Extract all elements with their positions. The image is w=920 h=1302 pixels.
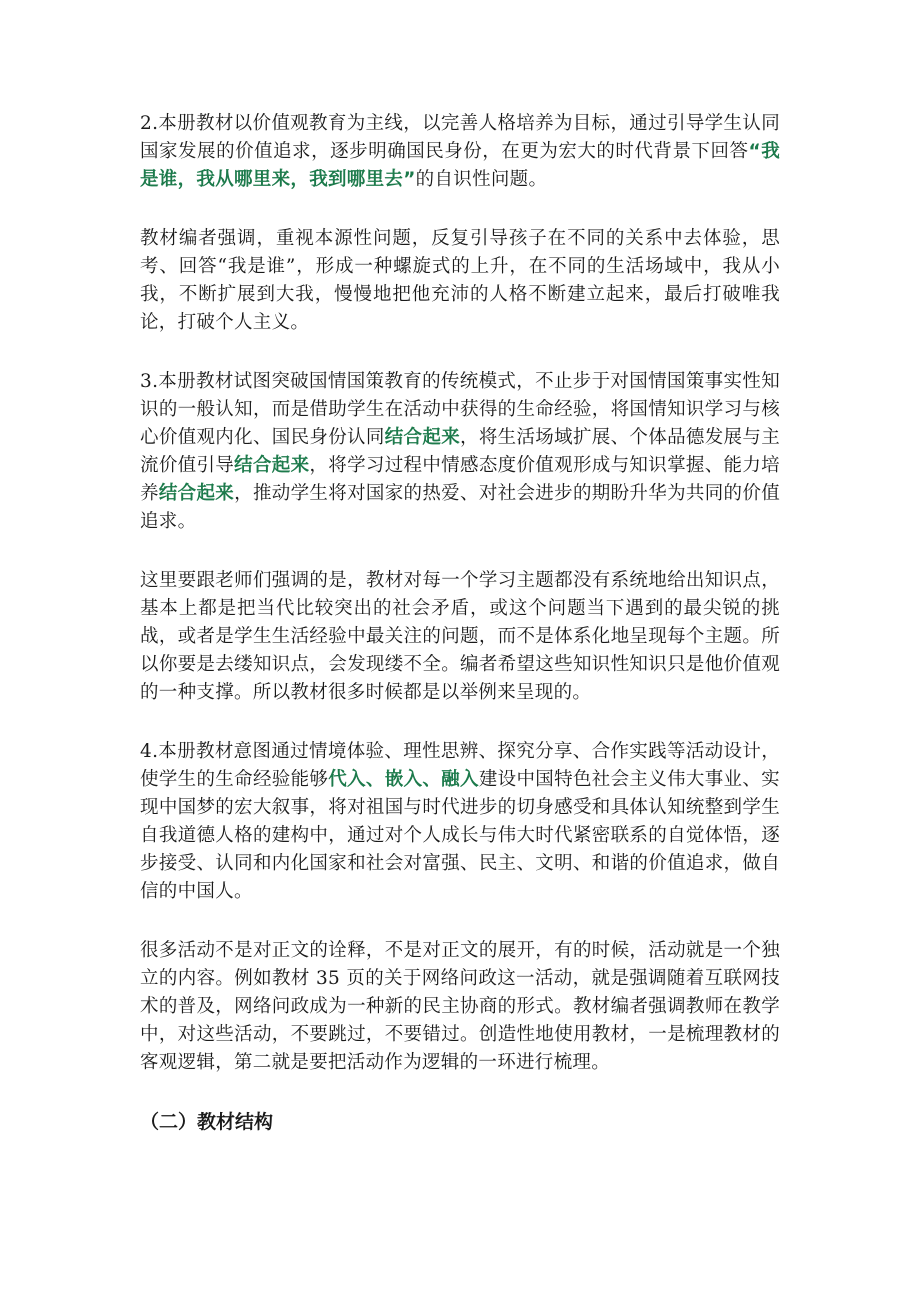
highlighted-phrase: 结合起来: [234, 455, 310, 476]
text-segment: 4.本册教材意图通过情境体验、理性思辨、探究分享、合作实践等活动设计，使学生的生命经验能够: [140, 741, 780, 790]
text-segment: ，推动学生将对国家的热爱、对社会进步的期盼升华为共同的价值追求。: [140, 483, 780, 532]
text-segment: ，将学习过程中情感态度价值观形成与知识掌握、能力培养: [140, 455, 780, 504]
paragraph: [140, 368, 780, 536]
highlighted-phrase: “我是谁，我从哪里来，我到哪里去”: [140, 141, 780, 190]
text-segment: ，将生活场域扩展、个体品德发展与主流价值引导: [140, 427, 780, 476]
paragraph: [140, 110, 780, 194]
text-segment: 这里要跟老师们强调的是，教材对每一个学习主题都没有系统地给出知识点，基本上都是把当代比较突出的社会矛盾，或这个问题当下遇到的最尖锐的挑战，或者是学生生活经验中最关注的问题，而不是体系化地呈现每个主题。所以你要是去缕知识点，会发现缕不全。编者希望这些知识性知识只是他价值观的一种支撑。所以教材很多时候都是以举例来呈现的。: [140, 570, 780, 703]
section-heading: （二）教材结构: [140, 1111, 274, 1133]
highlighted-phrase: 代入、嵌入、融入: [328, 769, 479, 790]
paragraph: [140, 937, 780, 1077]
text-segment: 3.本册教材试图突破国情国策教育的传统模式，不止步于对国情国策事实性知识的一般认知，而是借助学生在活动中获得的生命经验，将国情知识学习与核心价值观内化、国民身份认同: [140, 371, 780, 448]
text-segment: 教材编者强调，重视本源性问题，反复引导孩子在不同的关系中去体验，思考、回答“我是谁”，形成一种螺旋式的上升，在不同的生活场域中，我从小我，不断扩展到大我，慢慢地把他充沛的人格不断建立起来，最后打破唯我论，打破个人主义。: [140, 228, 780, 333]
text-segment: 2.本册教材以价值观教育为主线，以完善人格培养为目标，通过引导学生认同国家发展的价值追求，逐步明确国民身份，在更为宏大的时代背景下回答: [140, 113, 780, 162]
highlighted-phrase: 结合起来: [158, 483, 235, 504]
paragraph-list: [140, 110, 780, 1077]
text-segment: 很多活动不是对正文的诠释，不是对正文的展开，有的时候，活动就是一个独立的内容。例如教材 35 页的关于网络问政这一活动，就是强调随着互联网技术的普及，网络问政成为一种新的民主协商的形式。教材编者强调教师在教学中，对这些活动，不要跳过，不要错过。创造性地使用教材，一是梳理教材的客观逻辑，第二就是要把活动作为逻辑的一环进行梳理。: [140, 940, 780, 1073]
paragraph: [140, 225, 780, 337]
paragraph: [140, 567, 780, 707]
text-segment: 的自识性问题。: [415, 169, 548, 190]
paragraph: [140, 738, 780, 906]
highlighted-phrase: 结合起来: [384, 427, 461, 448]
text-segment: 建设中国特色社会主义伟大事业、实现中国梦的宏大叙事，将对祖国与时代进步的切身感受和具体认知统整到学生自我道德人格的建构中，通过对个人成长与伟大时代紧密联系的自觉体悟，逐步接受、认同和内化国家和社会对富强、民主、文明、和谐的价值追求，做自信的中国人。: [140, 769, 780, 902]
document-body: [140, 110, 780, 1136]
